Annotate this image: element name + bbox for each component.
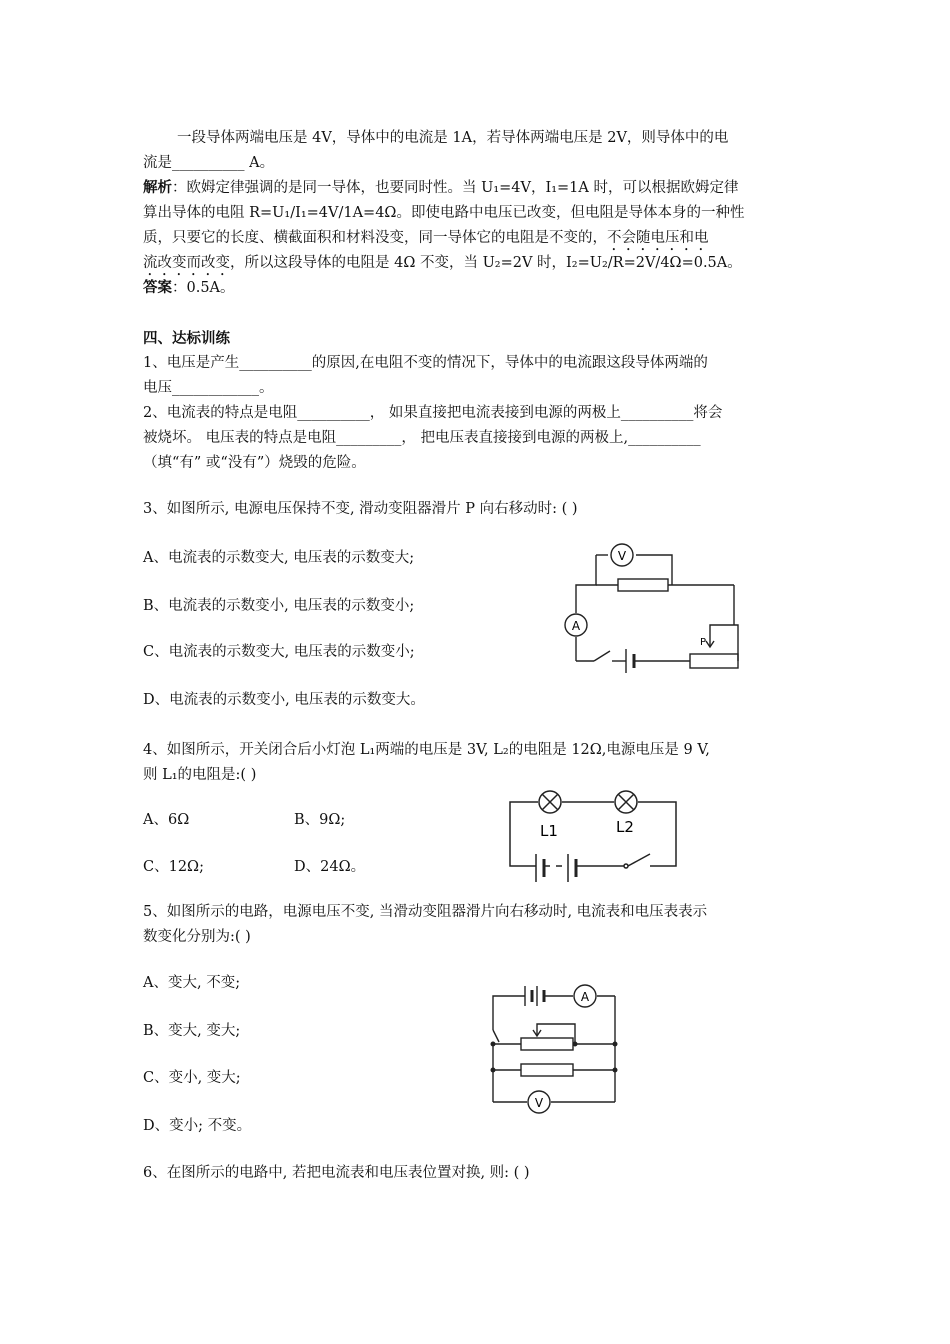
analysis-line-1 (143, 178, 738, 198)
voltmeter-label: V (617, 549, 627, 563)
analysis-label: 解析 (143, 180, 172, 196)
q2-line-2: 被烧坏。 电压表的特点是电阻_________， 把电压表直接接到电源的两极上,__________ (143, 430, 701, 446)
q5-option-b: B、变大, 变大; (143, 1023, 241, 1039)
rheostat-symbol (690, 654, 738, 668)
q4-option-b: B、9Ω; (294, 812, 346, 828)
q2-line-3: （填“有” 或“没有”）烧毁的危险。 (143, 455, 366, 471)
q4-line-1: 4、如图所示，开关闭合后小灯泡 L₁两端的电压是 3V, L₂的电阻是 12Ω,电源电压是 9 V, (143, 742, 710, 758)
example-question-line-2: 流是__________ A。 (143, 155, 275, 171)
lamp-l1-label: L1 (540, 822, 558, 840)
q5-option-d: D、变小; 不变。 (143, 1118, 252, 1134)
ammeter-label: A (580, 990, 590, 1004)
q4-wire (510, 802, 538, 866)
switch-symbol (628, 854, 650, 866)
q5-line-2: 数变化分别为:( ) (143, 929, 251, 945)
analysis-line-3 (143, 228, 709, 254)
emphasis-text-1: 不会随电压和电 (607, 230, 709, 246)
q3-circuit-diagram (560, 535, 750, 675)
junction-dot (613, 1068, 618, 1073)
q1-line-1: 1、电压是产生__________的原因,在电阻不变的情况下，导体中的电流跟这段导体两端的 (143, 355, 708, 371)
answer-label: 答案 (143, 280, 172, 296)
q1-line-2: 电压____________。 (143, 380, 274, 396)
analysis-text-1: ：欧姆定律强调的是同一导体，也要同时性。当 U₁=4V，I₁=1A 时，可以根据欧姆定律 (172, 180, 739, 196)
q4-wire (638, 802, 676, 866)
q3-option-a: A、电流表的示数变大, 电压表的示数变大; (143, 550, 415, 566)
q3-stem: 3、如图所示, 电源电压保持不变, 滑动变阻器滑片 P 向右移动时: ( ) (143, 501, 578, 517)
slider-label: P (700, 637, 707, 648)
switch-pivot (624, 864, 628, 868)
resistor-symbol (521, 1064, 573, 1076)
q5-wire (493, 996, 525, 1030)
switch-symbol (594, 651, 610, 661)
q4-option-a: A、6Ω (143, 812, 190, 828)
switch-symbol (493, 1030, 499, 1042)
q3-option-c: C、电流表的示数变大, 电压表的示数变小; (143, 644, 415, 660)
slider-p-wire (710, 625, 738, 661)
section-title: 四、达标训练 (143, 331, 230, 347)
ammeter-label: A (571, 619, 581, 633)
q4-line-2: 则 L₁的电阻是:( ) (143, 767, 257, 783)
junction-dot (573, 1042, 578, 1047)
q3-wire (636, 555, 672, 585)
analysis-text-4: ，所以这段导体的电阻是 4Ω 不变，当 U₂=2V 时，I₂=U₂/R=2V/4Ω=0.5A。 (230, 255, 742, 271)
junction-dot (491, 1068, 496, 1073)
analysis-line-4 (143, 253, 742, 279)
q4-option-d: D、24Ω。 (294, 859, 366, 875)
q4-option-c: C、12Ω; (143, 859, 204, 875)
junction-dot (613, 1042, 618, 1047)
analysis-line-2: 算出导体的电阻 R=U₁/I₁=4V/1A=4Ω。即使电路中电压已改变，但电阻是导体本身的一种性 (143, 205, 745, 221)
lamp-l2-label: L2 (616, 818, 634, 836)
answer-line (143, 278, 235, 298)
q5-line-1: 5、如图所示的电路，电源电压不变, 当滑动变阻器滑片向右移动时, 电流表和电压表表示 (143, 904, 708, 920)
q5-circuit-diagram (485, 980, 625, 1110)
q4-circuit-diagram (500, 782, 690, 892)
resistor-symbol (618, 579, 668, 591)
answer-text: ：0.5A。 (172, 280, 235, 296)
q3-option-d: D、电流表的示数变小, 电压表的示数变大。 (143, 692, 425, 708)
emphasis-text-2: 流改变而改变 (143, 255, 230, 271)
q6-stem: 6、在图所示的电路中, 若把电流表和电压表位置对换, 则: ( ) (143, 1165, 530, 1181)
q3-wire (576, 555, 596, 613)
rheostat-symbol (521, 1038, 573, 1050)
q5-option-a: A、变大, 不变; (143, 975, 241, 991)
example-question-line-1: 一段导体两端电压是 4V，导体中的电流是 1A，若导体两端电压是 2V，则导体中的电 (177, 130, 729, 146)
q2-line-1: 2、电流表的特点是电阻__________， 如果直接把电流表接到电源的两极上__________将会 (143, 405, 723, 421)
q5-option-c: C、变小, 变大; (143, 1070, 241, 1086)
voltmeter-label: V (534, 1096, 544, 1110)
slider-wire (537, 1024, 575, 1044)
analysis-text-3: 质，只要它的长度、横截面积和材料没变，同一导体它的电阻是不变的， (143, 230, 607, 246)
junction-dot (491, 1042, 496, 1047)
q3-option-b: B、电流表的示数变小, 电压表的示数变小; (143, 598, 415, 614)
